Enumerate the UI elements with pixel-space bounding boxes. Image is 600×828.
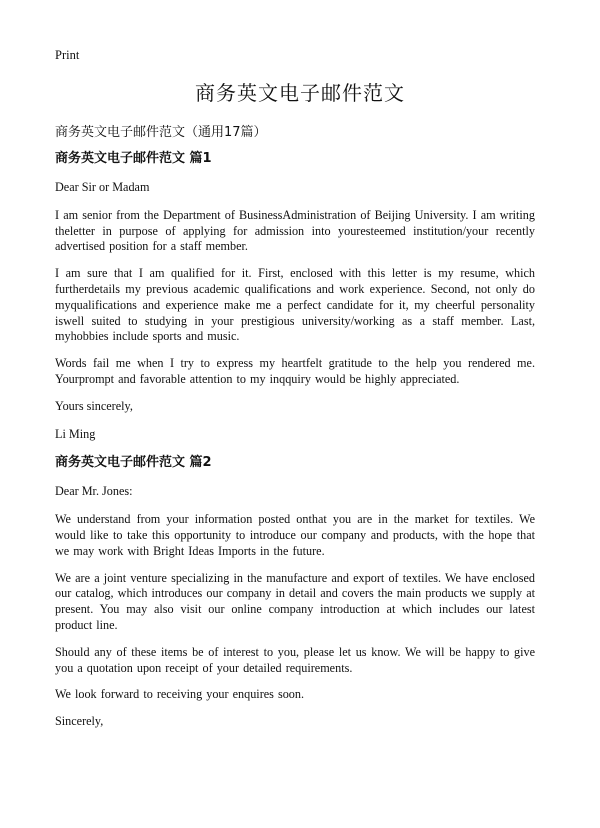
- page-subtitle: 商务英文电子邮件范文（通用17篇）: [55, 125, 267, 140]
- paragraph: Words fail me when I try to express my heartfelt gratitude to the help you rendered me. Yourprompt and favorable attention to my inqquiry would be highly appreciated.: [55, 356, 535, 386]
- salutation: Dear Mr. Jones:: [55, 484, 133, 499]
- paragraph: We look forward to receiving your enquires soon.: [55, 687, 305, 702]
- print-link[interactable]: Print: [55, 48, 80, 62]
- section-heading: 商务英文电子邮件范文 篇1: [55, 151, 212, 166]
- page-title: 商务英文电子邮件范文: [195, 81, 405, 105]
- paragraph: I am sure that I am qualified for it. First, enclosed with this letter is my resume, which furtherdetails my previous academic qualifications and work experience. Second, not only do myqualifications and experience make me a perfect candidate for it, my cheerful personality iswell suited to studying in your prestigious university/working as a staff member. Last, myhobbies include sports and music.: [55, 266, 535, 344]
- section-heading: 商务英文电子邮件范文 篇2: [55, 455, 212, 471]
- section-1: [55, 150, 535, 442]
- paragraph: We are a joint venture specializing in the manufacture and export of textiles. We have enclosed our catalog, which introduces our company in detail and covers the main products we supply at present. You may also visit our online company introduction at which includes our latest product line.: [55, 570, 535, 632]
- section-2: [55, 454, 535, 730]
- paragraph: Should any of these items be of interest to you, please let us know. We will be happy to give you a quotation upon receipt of your detailed requirements.: [55, 644, 535, 675]
- closing: Yours sincerely,: [55, 398, 133, 413]
- document-body: [55, 150, 535, 742]
- salutation: Dear Sir or Madam: [55, 180, 150, 194]
- paragraph: I am senior from the Department of BusinessAdministration of Beijing University. I am writing theletter in purpose of applying for admission into youresteemed institution/your recently advertised position for a staff member.: [55, 207, 535, 254]
- paragraph: We understand from your information posted onthat you are in the market for textiles. We would like to take this opportunity to introduce our company and products, with the hope that we may work with Bright Ideas Imports in the future.: [55, 512, 535, 558]
- signature: Li Ming: [55, 426, 96, 441]
- closing: Sincerely,: [55, 714, 104, 729]
